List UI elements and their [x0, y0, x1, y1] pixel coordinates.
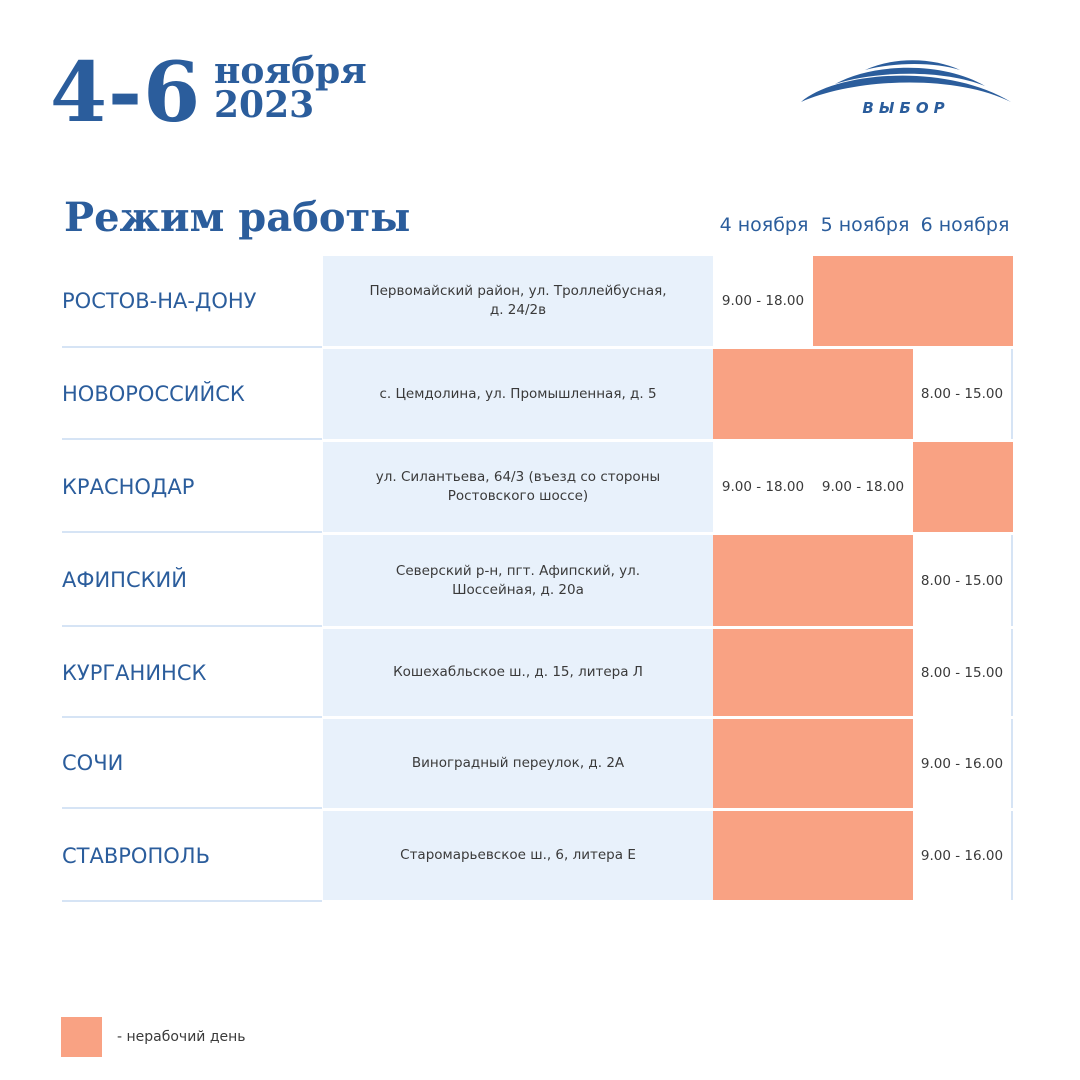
day-header-5: 5 ноября	[820, 214, 910, 236]
table-row	[0, 256, 1080, 346]
non-working-cell	[813, 349, 913, 439]
address: с. Цемдолина, ул. Промышленная, д. 5	[323, 349, 713, 439]
hours-cell: 8.00 - 15.00	[913, 629, 1013, 716]
table-row	[0, 349, 1080, 439]
table-row	[0, 629, 1080, 716]
non-working-cell	[813, 535, 913, 626]
non-working-cell	[713, 535, 813, 626]
hours-cell: 8.00 - 15.00	[913, 535, 1013, 626]
non-working-cell	[813, 811, 913, 900]
company-logo	[795, 50, 1015, 125]
hours-cell: 9.00 - 18.00	[813, 442, 913, 532]
hours-cell: 9.00 - 16.00	[913, 719, 1013, 808]
schedule-table	[0, 256, 1080, 868]
day-header-6: 6 ноября	[920, 214, 1010, 236]
address: Кошехабльское ш., д. 15, литера Л	[323, 629, 713, 716]
day-header-4: 4 ноября	[719, 214, 809, 236]
table-row	[0, 535, 1080, 626]
address: Старомарьевское ш., 6, литера Е	[323, 811, 713, 900]
date-month-year	[214, 50, 367, 126]
non-working-cell	[913, 442, 1013, 532]
city-name: КУРГАНИНСК	[62, 629, 322, 718]
legend-text: - нерабочий день	[117, 1029, 246, 1045]
year-label: 2023	[214, 84, 315, 126]
non-working-cell	[713, 349, 813, 439]
table-row	[0, 719, 1080, 808]
non-working-cell	[813, 719, 913, 808]
address: Виноградный переулок, д. 2А	[323, 719, 713, 808]
hours-cell: 8.00 - 15.00	[913, 349, 1013, 439]
address: ул. Силантьева, 64/3 (въезд со стороны Ростовского шоссе)	[323, 442, 713, 532]
hours-cell: 9.00 - 16.00	[913, 811, 1013, 900]
city-name: НОВОРОССИЙСК	[62, 349, 322, 440]
address: Северский р-н, пгт. Афипский, ул. Шоссейная, д. 20а	[323, 535, 713, 626]
non-working-cell	[813, 629, 913, 716]
legend-swatch	[61, 1017, 102, 1057]
table-row	[0, 811, 1080, 900]
logo-text: ВЫБОР	[862, 99, 950, 117]
city-name: РОСТОВ-НА-ДОНУ	[62, 256, 322, 348]
non-working-cell	[813, 256, 913, 346]
city-name: СОЧИ	[62, 719, 322, 809]
non-working-cell	[713, 719, 813, 808]
table-row	[0, 442, 1080, 532]
non-working-cell	[713, 811, 813, 900]
page-title: Режим работы	[64, 194, 411, 241]
non-working-cell	[913, 256, 1013, 346]
city-name: АФИПСКИЙ	[62, 535, 322, 627]
address: Первомайский район, ул. Троллейбусная, д. 24/2в	[323, 256, 713, 346]
hours-cell: 9.00 - 18.00	[713, 442, 813, 532]
date-range: 4-6	[50, 45, 202, 141]
city-name: КРАСНОДАР	[62, 442, 322, 533]
non-working-cell	[713, 629, 813, 716]
month-label: ноября	[214, 50, 367, 92]
city-name: СТАВРОПОЛЬ	[62, 811, 322, 902]
hours-cell: 9.00 - 18.00	[713, 256, 813, 346]
